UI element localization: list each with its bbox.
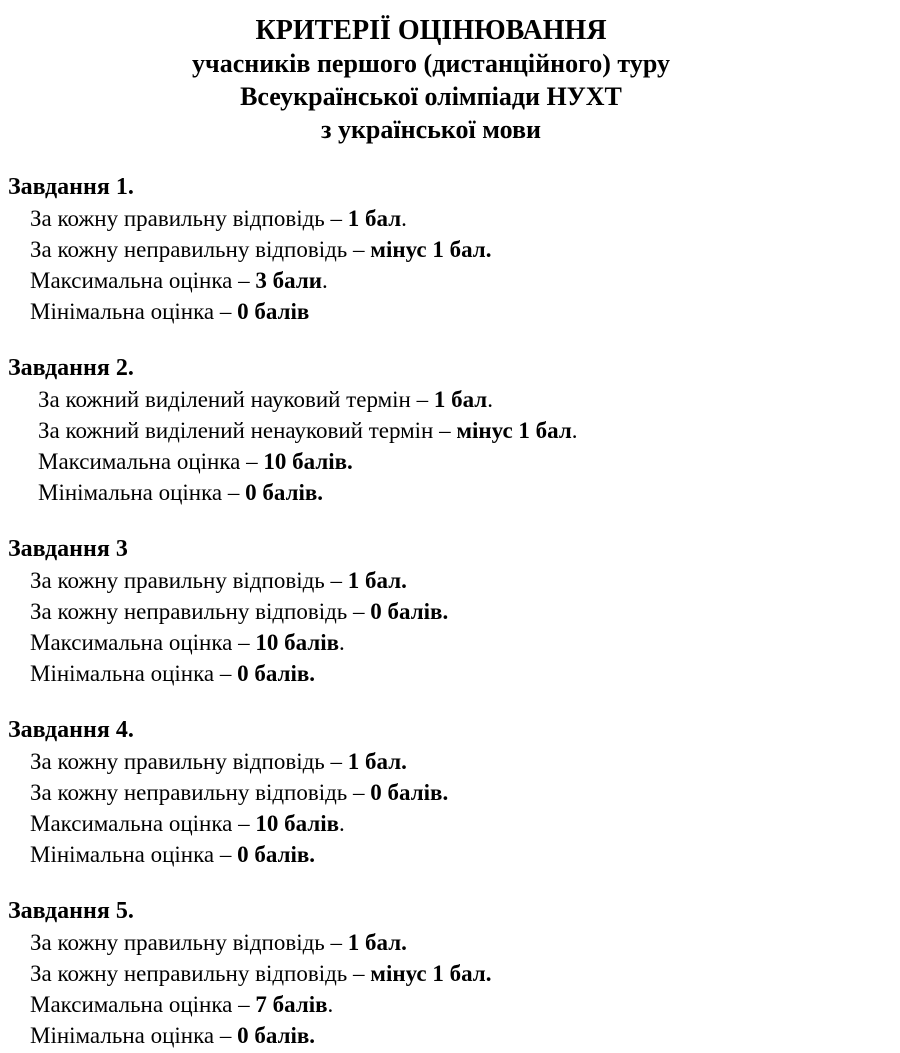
criterion-tail: . bbox=[401, 206, 407, 231]
criterion-line bbox=[8, 746, 854, 777]
criterion-tail: . bbox=[487, 387, 493, 412]
title-line-4: з української мови bbox=[321, 115, 541, 144]
criterion-text: Мінімальна оцінка – bbox=[30, 842, 238, 867]
criterion-text: За кожну правильну відповідь – bbox=[30, 749, 348, 774]
criterion-score: 0 балів. bbox=[370, 599, 449, 624]
section-task-4 bbox=[8, 715, 854, 870]
criterion-text: Мінімальна оцінка – bbox=[30, 1023, 238, 1048]
criterion-line bbox=[8, 265, 854, 296]
criterion-score: 7 балів bbox=[255, 992, 328, 1017]
criterion-text: Мінімальна оцінка – bbox=[30, 661, 238, 686]
criterion-score: 0 балів. bbox=[237, 1023, 316, 1048]
section-task-1 bbox=[8, 172, 854, 327]
section-task-3 bbox=[8, 534, 854, 689]
criterion-line bbox=[8, 384, 854, 415]
criterion-score: мінус 1 бал. bbox=[370, 237, 492, 262]
criterion-tail: . bbox=[327, 992, 334, 1017]
criterion-line bbox=[8, 777, 854, 808]
criterion-line bbox=[8, 989, 854, 1020]
criterion-text: За кожну неправильну відповідь – bbox=[30, 961, 371, 986]
criterion-score: 1 бал. bbox=[347, 930, 407, 955]
criterion-text: Максимальна оцінка – bbox=[30, 630, 256, 655]
criterion-line bbox=[8, 658, 854, 689]
criterion-score: 1 бал bbox=[433, 387, 488, 412]
criterion-score: 0 балів bbox=[237, 299, 310, 324]
criterion-text: Максимальна оцінка – bbox=[30, 268, 256, 293]
title-line-3: Всеукраїнської олімпіади НУХТ bbox=[240, 82, 622, 111]
criterion-score: 1 бал. bbox=[347, 749, 407, 774]
criterion-line bbox=[8, 234, 854, 265]
criterion-line bbox=[8, 477, 854, 508]
criterion-text: За кожну неправильну відповідь – bbox=[30, 780, 371, 805]
criterion-text: Мінімальна оцінка – bbox=[30, 299, 238, 324]
criterion-tail: . bbox=[571, 418, 578, 443]
section-heading: Завдання 5. bbox=[8, 898, 134, 924]
criterion-score: 1 бал bbox=[347, 206, 402, 231]
criterion-line bbox=[8, 565, 854, 596]
criteria-list bbox=[8, 927, 854, 1051]
criterion-line bbox=[8, 808, 854, 839]
criteria-list bbox=[8, 203, 854, 327]
criterion-text: За кожний виділений науковий термін – bbox=[38, 387, 434, 412]
criterion-text: За кожну правильну відповідь – bbox=[30, 568, 348, 593]
title-line-1: КРИТЕРІЇ ОЦІНЮВАННЯ bbox=[255, 15, 607, 46]
criteria-list bbox=[8, 384, 854, 508]
criterion-score: мінус 1 бал. bbox=[370, 961, 492, 986]
title-line-2: учасників першого (дистанційного) туру bbox=[192, 49, 670, 78]
criterion-text: За кожну неправильну відповідь – bbox=[30, 599, 371, 624]
criterion-text: За кожний виділений ненауковий термін – bbox=[38, 418, 457, 443]
section-heading: Завдання 3 bbox=[8, 536, 128, 562]
criterion-score: мінус 1 бал bbox=[456, 418, 572, 443]
criterion-line bbox=[8, 839, 854, 870]
criterion-tail: . bbox=[339, 811, 345, 836]
criterion-line bbox=[8, 627, 854, 658]
document-title bbox=[8, 14, 854, 146]
criterion-score: 0 балів. bbox=[237, 661, 316, 686]
criterion-line bbox=[8, 415, 854, 446]
criteria-list bbox=[8, 565, 854, 689]
criterion-score: 1 бал. bbox=[347, 568, 407, 593]
section-task-2 bbox=[8, 353, 854, 508]
criterion-score: 10 балів bbox=[255, 630, 340, 655]
criteria-list bbox=[8, 746, 854, 870]
criterion-score: 0 балів. bbox=[245, 480, 324, 505]
criterion-line bbox=[8, 296, 854, 327]
criterion-tail: . bbox=[339, 630, 345, 655]
criterion-line bbox=[8, 927, 854, 958]
section-heading: Завдання 4. bbox=[8, 717, 134, 743]
criterion-score: 3 бали bbox=[255, 268, 322, 293]
criterion-score: 0 балів. bbox=[237, 842, 316, 867]
criterion-line bbox=[8, 958, 854, 989]
criterion-line bbox=[8, 446, 854, 477]
criterion-line bbox=[8, 596, 854, 627]
criterion-score: 10 балів. bbox=[263, 449, 353, 474]
criterion-score: 0 балів. bbox=[370, 780, 449, 805]
criterion-line bbox=[8, 203, 854, 234]
section-heading: Завдання 2. bbox=[8, 355, 134, 381]
section-heading: Завдання 1. bbox=[8, 174, 134, 200]
criterion-text: За кожну неправильну відповідь – bbox=[30, 237, 371, 262]
criterion-line bbox=[8, 1020, 854, 1051]
criterion-text: Максимальна оцінка – bbox=[30, 811, 256, 836]
criterion-text: Максимальна оцінка – bbox=[38, 449, 264, 474]
criterion-score: 10 балів bbox=[255, 811, 340, 836]
section-task-5 bbox=[8, 896, 854, 1051]
criterion-text: Максимальна оцінка – bbox=[30, 992, 256, 1017]
criterion-text: За кожну правильну відповідь – bbox=[30, 930, 348, 955]
criterion-tail: . bbox=[321, 268, 328, 293]
criterion-text: За кожну правильну відповідь – bbox=[30, 206, 348, 231]
criterion-text: Мінімальна оцінка – bbox=[38, 480, 246, 505]
